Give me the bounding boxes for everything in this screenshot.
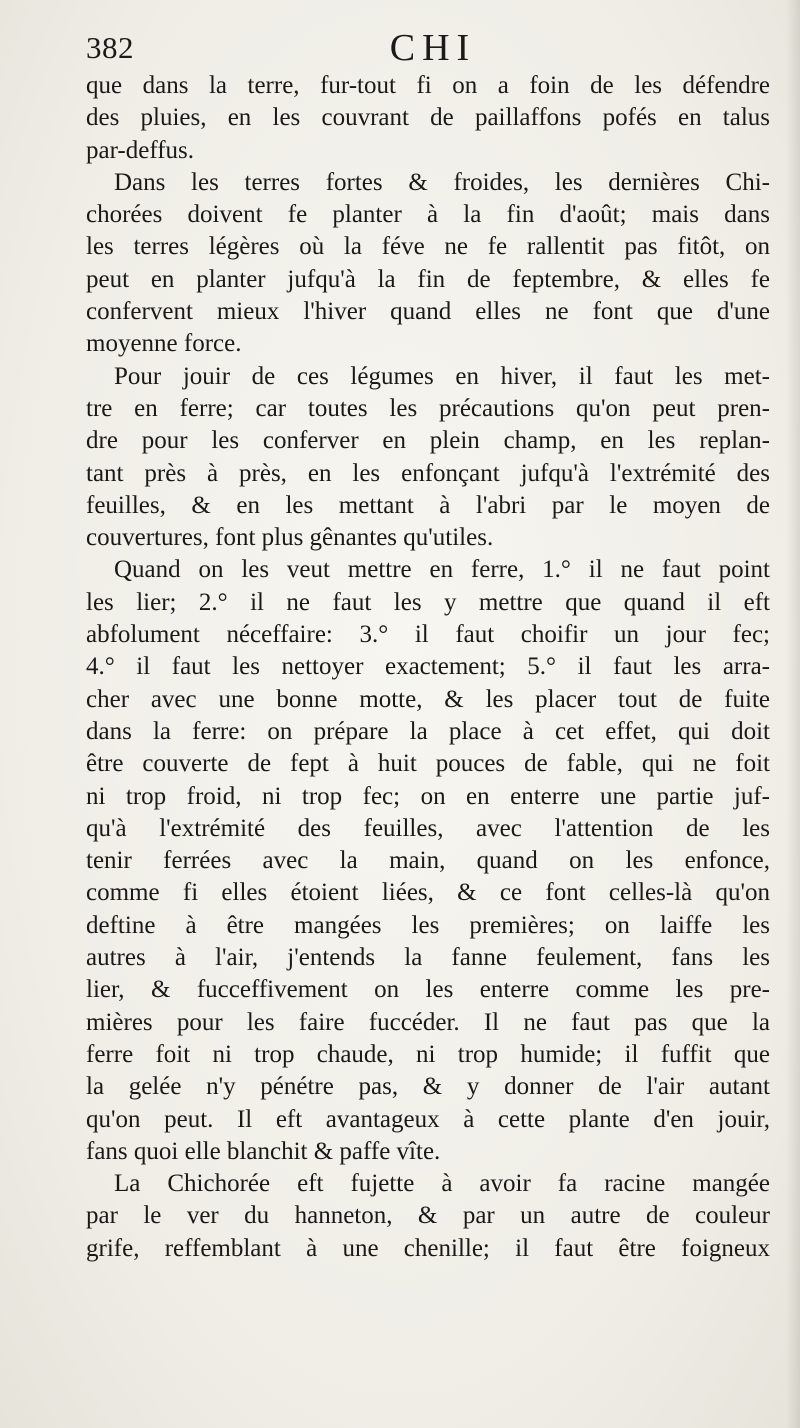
text-line: couvertures, font plus gênantes qu'utiles. [86,524,494,552]
text-line: feuilles, & en les mettant à l'abri par le moyen de [86,491,770,519]
text-line: la gelée n'y pénétre pas, & y donner de l'air autant [86,1073,770,1101]
text-line: autres à l'air, j'entends la fanne feulement, fans les [86,944,770,972]
text-line: confervent mieux l'hiver quand elles ne font que d'une [86,298,770,326]
text-line: ni trop froid, ni trop fec; on en enterre une partie juf- [86,782,770,810]
text-line: que dans la terre, fur-tout fi on a foin de les défendre [86,72,770,99]
text-line: moyenne force. [86,330,242,358]
text-line: tre en ferre; car toutes les précautions qu'on peut pren- [86,394,770,422]
text-line: par-deffus. [86,136,195,164]
paragraph-start-line: Dans les terres fortes & froides, les dernières Chi- [114,168,770,196]
text-line: dre pour les conferver en plein champ, en les replan- [86,427,770,455]
text-line: tant près à près, en les enfonçant jufqu'à l'extrémité des [86,459,770,487]
paragraph-start-line: Quand on les veut mettre en ferre, 1.° il ne faut point [114,556,770,584]
paragraph-start-line: Pour jouir de ces légumes en hiver, il faut les met- [114,362,770,390]
text-line: grife, reffemblant à une chenille; il faut être foigneux [86,1234,770,1262]
text-line: par le ver du hanneton, & par un autre de couleur [86,1202,770,1230]
paragraph-start-line: La Chichorée eft fujette à avoir fa racine mangée [114,1170,770,1198]
text-line: lier, & fucceffivement on les enterre comme les pre- [86,976,770,1004]
text-line: qu'on peut. Il eft avantageux à cette plante d'en jouir, [86,1105,770,1133]
text-line: chorées doivent fe planter à la fin d'août; mais dans [86,201,770,229]
text-line: qu'à l'extrémité des feuilles, avec l'attention de les [86,814,770,842]
text-line: comme fi elles étoient liées, & ce font celles-là qu'on [86,879,770,907]
text-line: ferre foit ni trop chaude, ni trop humide; il fuffit que [86,1040,770,1068]
text-line: dans la ferre: on prépare la place à cet effet, qui doit [86,717,770,745]
text-line: deftine à être mangées les premières; on laiffe les [86,911,770,939]
text-line: les terres légères où la féve ne fe rallentit pas fitôt, on [86,233,770,261]
text-line: 4.° il faut les nettoyer exactement; 5.° il faut les arra- [86,653,770,681]
text-line: fans quoi elle blanchit & paffe vîte. [86,1137,441,1165]
text-line: mières pour les faire fuccéder. Il ne faut pas que la [86,1008,770,1036]
page-header [86,24,770,68]
page-number: 382 [86,30,134,65]
text-line: cher avec une bonne motte, & les placer tout de fuite [86,685,770,713]
text-line: être couverte de fept à huit pouces de fable, qui ne foit [86,750,770,778]
text-line: peut en planter jufqu'à la fin de feptembre, & elles fe [86,265,770,293]
text-line: abfolument néceffaire: 3.° il faut choifir un jour fec; [86,621,770,649]
body-text [86,70,770,1265]
page-edge-shadow [786,0,800,1428]
running-head: CHI [389,27,477,69]
text-line: des pluies, en les couvrant de paillaffons pofés en talus [86,104,770,132]
text-line: les lier; 2.° il ne faut les y mettre que quand il eft [86,588,770,616]
text-line: tenir ferrées avec la main, quand on les enfonce, [86,847,770,875]
